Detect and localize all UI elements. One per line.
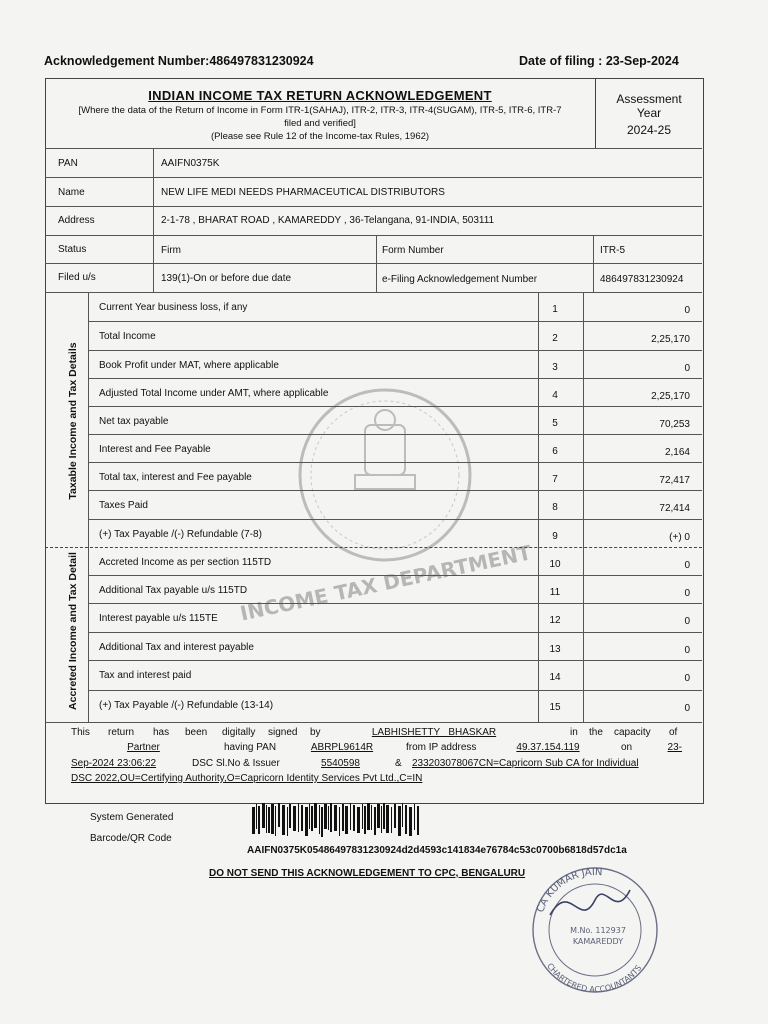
stamp-bottom-text: CHARTERED ACCOUNTANTS	[545, 961, 644, 995]
row-label: Interest and Fee Payable	[99, 444, 211, 455]
row-number: 12	[549, 615, 561, 626]
having-pan-label: having PAN	[224, 742, 277, 753]
barcode-bar	[324, 804, 327, 829]
row-number: 7	[552, 474, 558, 485]
watermark-text: INCOME TAX DEPARTMENT	[237, 540, 534, 626]
barcode-bar	[409, 807, 412, 836]
signer-capacity: Partner	[127, 742, 160, 753]
form-number-value: ITR-5	[600, 245, 625, 256]
efiling-label: e-Filing Acknowledgement Number	[382, 274, 538, 285]
title-subtext-3: (Please see Rule 12 of the Income-tax Rules, 1962)	[210, 131, 430, 142]
barcode-bar	[256, 804, 257, 829]
row-value: 72,414	[659, 503, 690, 514]
row-label: Accreted Income as per section 115TD	[99, 557, 272, 568]
barcode-bar	[298, 803, 299, 832]
row-label: Taxes Paid	[99, 500, 148, 511]
row-value: 0	[684, 645, 690, 656]
dsc-label: DSC Sl.No & Issuer	[192, 758, 280, 769]
barcode-bar	[364, 806, 366, 834]
divider	[593, 235, 594, 292]
barcode-label: Barcode/QR Code	[90, 833, 172, 844]
dsc-issuer-1: 233203078067CN=Capricorn Sub CA for Individual	[412, 758, 639, 769]
row-value: 2,164	[664, 447, 690, 458]
divider	[45, 206, 702, 207]
barcode-bar	[381, 806, 382, 833]
name-value: NEW LIFE MEDI NEEDS PHARMACEUTICAL DISTRIBUTORS	[161, 187, 445, 198]
system-generated-label: System Generated	[90, 812, 174, 823]
barcode-bar	[334, 805, 337, 831]
signature-scribble	[550, 890, 630, 915]
barcode-bar	[271, 804, 274, 834]
row-divider	[88, 575, 702, 576]
status-value: Firm	[161, 245, 181, 256]
divider	[45, 148, 702, 149]
row-number: 8	[552, 502, 558, 513]
divider	[538, 292, 539, 722]
row-value: 0	[684, 363, 690, 374]
barcode-bar	[345, 806, 348, 834]
barcode-bar	[417, 806, 419, 835]
stamp-top-text: CA KUMAR JAIN	[535, 866, 603, 915]
row-number: 9	[552, 531, 558, 542]
barcode-bar	[321, 807, 323, 837]
row-value: 0	[684, 305, 690, 316]
row-value: 0	[684, 588, 690, 599]
title-subtext-2: filed and verified]	[284, 118, 356, 129]
barcode-bar	[371, 805, 372, 830]
row-label: Adjusted Total Income under AMT, where applicable	[99, 388, 329, 399]
sig-word: capacity	[614, 727, 651, 738]
address-label: Address	[58, 215, 95, 226]
barcode-bar	[330, 803, 332, 832]
barcode-bar	[301, 805, 303, 831]
row-value: 0	[684, 673, 690, 684]
divider	[45, 722, 702, 723]
barcode-bar	[278, 803, 280, 827]
stamp-place: KAMAREDDY	[572, 937, 624, 946]
barcode-bar	[367, 803, 370, 830]
barcode-bar	[342, 804, 344, 831]
barcode-bar	[391, 807, 392, 833]
title-subtext-1: [Where the data of the Return of Income in Form ITR-1(SAHAJ), ITR-2, ITR-3, ITR-4(SUGAM), ITR-5, ITR-6, ITR-7	[78, 105, 562, 116]
row-value: 2,25,170	[651, 334, 690, 345]
cpc-notice: DO NOT SEND THIS ACKNOWLEDGEMENT TO CPC, BENGALURU	[209, 868, 526, 879]
pan-label: PAN	[58, 158, 78, 169]
row-divider	[88, 378, 702, 379]
barcode-bar	[339, 807, 340, 836]
divider	[45, 263, 702, 264]
divider	[45, 177, 702, 178]
sign-datetime: Sep-2024 23:06:22	[71, 758, 157, 769]
ip-address: 49.37.154.119	[516, 742, 580, 753]
row-number: 10	[549, 559, 561, 570]
sig-word: digitally	[222, 727, 256, 738]
row-label: Additional Tax and interest payable	[99, 642, 254, 653]
filed-label: Filed u/s	[58, 272, 96, 283]
divider	[45, 235, 702, 236]
barcode-bar	[362, 804, 363, 829]
sig-word: by	[310, 727, 321, 738]
barcode-bar	[275, 806, 276, 836]
row-value: 0	[684, 703, 690, 714]
assessment-year-block	[595, 78, 702, 148]
title-block	[45, 78, 595, 148]
barcode-bar	[357, 807, 360, 833]
barcode-bar	[266, 805, 267, 833]
acknowledgement-number: Acknowledgement Number:486497831230924	[44, 54, 314, 68]
row-number: 3	[552, 362, 558, 373]
barcode-bar	[383, 803, 385, 829]
name-label: Name	[58, 187, 85, 198]
row-number: 2	[552, 333, 558, 344]
row-number: 1	[552, 304, 558, 315]
sign-date-part: 23-	[667, 742, 682, 753]
barcode-bar	[282, 805, 285, 835]
signer-name: LABHISHETTY BHASKAR	[371, 727, 497, 738]
dsc-issuer-2: DSC 2022,OU=Certifying Authority,O=Capricorn Identity Services Pvt Ltd.,C=IN	[71, 773, 423, 784]
row-label: (+) Tax Payable /(-) Refundable (13-14)	[99, 700, 274, 711]
row-value: 2,25,170	[651, 391, 690, 402]
row-number: 14	[549, 672, 561, 683]
row-divider	[88, 660, 702, 661]
barcode-image	[250, 801, 422, 841]
assessment-year: 2024-25	[626, 123, 672, 137]
form-number-label: Form Number	[382, 245, 444, 256]
efiling-value: 486497831230924	[600, 274, 684, 285]
sig-word: This	[71, 727, 90, 738]
barcode-bar	[386, 805, 389, 833]
row-value: (+) 0	[669, 532, 690, 543]
barcode-bar	[414, 804, 415, 830]
barcode-bar	[402, 803, 403, 827]
barcode-bar	[311, 806, 313, 831]
barcode-text: AAIFN0375K05486497831230924d2d4593c141834e76784c53c0700b6818d57dc1a	[247, 845, 627, 856]
assessment-label: Assessment	[616, 92, 682, 106]
from-ip-label: from IP address	[406, 742, 477, 753]
barcode-bar	[314, 803, 317, 828]
row-value: 70,253	[659, 419, 690, 430]
barcode-bar	[309, 804, 310, 829]
barcode-bar	[377, 804, 380, 828]
barcode-bar	[305, 807, 308, 836]
dsc-number: 5540598	[321, 758, 360, 769]
barcode-bar	[293, 806, 296, 831]
row-label: Net tax payable	[99, 416, 169, 427]
row-label: Tax and interest paid	[99, 670, 192, 681]
barcode-bar	[262, 803, 265, 828]
row-divider	[88, 519, 702, 520]
amp: &	[395, 758, 402, 769]
row-divider	[88, 321, 702, 322]
barcode-bar	[374, 807, 376, 835]
pan-value: AAIFN0375K	[161, 158, 220, 169]
row-label: Total Income	[99, 331, 156, 342]
row-label: Additional Tax payable u/s 115TD	[99, 585, 248, 596]
divider	[88, 292, 89, 722]
signer-pan: ABRPL9614R	[310, 742, 374, 753]
page-title: INDIAN INCOME TAX RETURN ACKNOWLEDGEMENT	[148, 88, 492, 103]
row-label: Total tax, interest and Fee payable	[99, 472, 252, 483]
divider	[376, 235, 377, 292]
taxable-section-label: Taxable Income and Tax Details	[67, 342, 79, 500]
row-number: 11	[549, 587, 561, 598]
status-label: Status	[58, 244, 87, 255]
row-label: Current Year business loss, if any	[99, 302, 248, 313]
row-value: 0	[684, 560, 690, 571]
barcode-bar	[394, 804, 396, 828]
sig-word: return	[108, 727, 135, 738]
row-label: Interest payable u/s 115TE	[99, 613, 218, 624]
sig-word: of	[669, 727, 678, 738]
divider	[583, 292, 584, 722]
barcode-bar	[405, 805, 407, 834]
barcode-bar	[268, 807, 270, 833]
row-label: Book Profit under MAT, where applicable	[99, 360, 279, 371]
row-divider	[88, 434, 702, 435]
row-number: 6	[552, 446, 558, 457]
row-divider	[88, 406, 702, 407]
sig-word: been	[185, 727, 208, 738]
svg-text:CHARTERED ACCOUNTANTS	[545, 962, 643, 995]
row-number: 13	[549, 644, 561, 655]
row-number: 15	[549, 702, 561, 713]
row-number: 4	[552, 390, 558, 401]
row-divider	[88, 690, 702, 691]
barcode-bar	[287, 807, 288, 836]
barcode-bar	[353, 805, 355, 831]
barcode-bar	[328, 806, 329, 830]
row-number: 5	[552, 418, 558, 429]
on-label: on	[621, 742, 633, 753]
barcode-bar	[319, 805, 320, 834]
barcode-bar	[258, 806, 260, 834]
divider	[153, 148, 154, 292]
date-of-filing: Date of filing : 23-Sep-2024	[519, 54, 679, 68]
stamp-mno: M.No. 112937	[570, 926, 626, 935]
row-divider	[88, 632, 702, 633]
address-value: 2-1-78 , BHARAT ROAD , KAMAREDDY , 36-Telangana, 91-INDIA, 503111	[161, 215, 495, 226]
row-divider	[88, 603, 702, 604]
row-divider	[88, 350, 702, 351]
barcode-bar	[350, 803, 351, 830]
row-divider	[88, 490, 702, 491]
section-divider	[45, 547, 702, 548]
barcode-bar	[252, 807, 255, 834]
row-value: 0	[684, 616, 690, 627]
sig-word: has	[153, 727, 170, 738]
divider	[45, 292, 702, 293]
row-value: 72,417	[659, 475, 690, 486]
sig-word: signed	[268, 727, 298, 738]
accreted-section-label: Accreted Income and Tax Detail	[67, 552, 79, 710]
sig-word: the	[589, 727, 603, 738]
row-divider	[88, 462, 702, 463]
barcode-bar	[289, 804, 291, 828]
ca-stamp	[520, 860, 670, 1000]
sig-word: in	[570, 727, 578, 738]
filed-value: 139(1)-On or before due date	[161, 273, 292, 284]
year-label: Year	[636, 106, 662, 120]
svg-text:CA KUMAR JAIN	[535, 867, 603, 914]
barcode-bar	[398, 806, 401, 836]
row-label: (+) Tax Payable /(-) Refundable (7-8)	[99, 529, 262, 540]
